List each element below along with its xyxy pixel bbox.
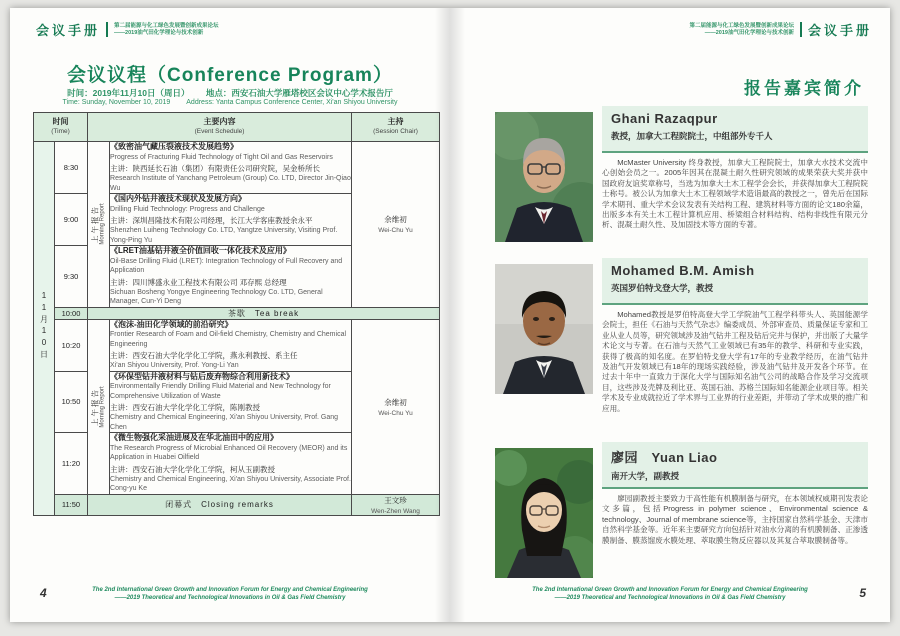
chair-name-cn: 余维初 [384, 215, 407, 225]
chair-name-en: Wei-Chu Yu [378, 227, 413, 235]
table-row [34, 319, 440, 371]
table-header-row [34, 113, 440, 142]
page-number-right: 5 [859, 586, 866, 600]
talk-cell [110, 142, 352, 194]
left-page-footer: The 2nd International Green Growth and Innovation Forum for Energy and Chemical Engineering ——2019 Theoretical and Technological Innovations in Oil & Gas Field Chemistry [92, 587, 368, 601]
forum-name-line1: 第二届能源与化工绿色发展暨创新成果论坛 [114, 22, 219, 29]
booklet-spread [10, 8, 890, 622]
left-page-header [36, 20, 219, 39]
bio-header-band [602, 106, 868, 153]
talk-speaker-cn: 主讲：西安石油大学化学化工学院，陈刚教授 [110, 403, 261, 412]
booklet-title: 会议手册 [36, 23, 101, 38]
talk-title-en: Frontier Research of Foam and Oil-field Chemistry, Chemistry and Chemical Engineering [110, 331, 347, 348]
talk-speaker-en: Shenzhen Luiheng Technology Co. LTD, Yangtze University, Visiting Prof. Yong-Ping Yu [110, 227, 338, 244]
time-cell: 10:20 [55, 319, 88, 371]
talk-title-en: Environmentally Friendly Drilling Fluid Material and New Technology for Comprehensive Utilization of Waste [110, 383, 331, 400]
col-header-time: 时间 (Time) [34, 113, 88, 142]
speaker-name: Ghani Razaqpur [611, 111, 718, 126]
forum-name [689, 23, 794, 37]
time-cell: 9:00 [55, 194, 88, 246]
talk-speaker-en: Sichuan Bosheng Yongye Engineering Technology Co. LTD, General Manager, Cun-Yi Deng [110, 288, 323, 305]
forum-name-line2: ——2019油气田化学理论与技术创新 [114, 29, 204, 36]
talk-title-cn: 《微生物强化采油进展及在华北油田中的应用》 [110, 433, 279, 442]
table-row [34, 142, 440, 194]
col-header-content: 主要内容 (Event Schedule) [88, 113, 352, 142]
talk-title-cn: 《环保型钻井液材料与钻后废弃物综合利用新技术》 [110, 371, 295, 381]
session-label-morning-2: 上午报告 Morning Report [88, 319, 110, 494]
talk-speaker-en: Research Institute of Yanchang Petroleum (Group) Co. LTD, Director Jin-Qiao Wu [110, 175, 351, 192]
time-cell: 9:30 [55, 246, 88, 308]
forum-name-line1: 第二届能源与化工绿色发展暨创新成果论坛 [689, 22, 794, 29]
time-cell: 10:00 [55, 307, 88, 319]
page-conference-program [10, 8, 450, 622]
closing-row [34, 494, 440, 515]
bio-header-band [602, 442, 868, 489]
speaker-bio-text: Mohamed教授是罗伯特高登大学工学院油气工程学科带头人、英国能源学会院士，担任《石油与天然气杂志》编委成员、外部审查员、质量保证专家和工业从业人员等，研究领域涉及油气钻井工程及钻后完井与保护，并出版了大量学术论文与专著。在石油与天然气工业领域已有35年的教学、科研和专业实践，获得了极高的知名度。在罗伯特戈登大学有17年的专业教学经历，在油气钻井及油气开发领域已有18年的现场实践经验，涉及油气钻井及开发各个环节。在过去十年中一直致力于深化大学与国际知名油气公司的战略合作及学习交流项目，这些涉及壳牌及利比亚、英国石油、苏格兰国际知名能源企业项目等。相关学术及专业成就拉近了学术界与工业界的行业差距，并带动了学术成果的推广和应用。 [602, 310, 868, 413]
program-address-cn: 地点：西安石油大学雁塔校区会议中心学术报告厅 [205, 88, 393, 98]
talk-cell [110, 371, 352, 433]
time-cell: 10:50 [55, 371, 88, 433]
talk-speaker-cn: 主讲：深圳昌隆技术有限公司经理，长江大学客座教授余永平 [110, 216, 313, 225]
speaker-name: 廖园 Yuan Liao [611, 450, 718, 465]
date-strip [34, 142, 55, 516]
chair-name-en: Wei-Chu Yu [378, 409, 413, 417]
talk-cell [110, 319, 352, 371]
talk-title-en: Drilling Fluid Technology: Progress and Challenge [110, 205, 265, 213]
forum-name [114, 23, 219, 37]
program-datetime-cn [10, 87, 450, 99]
program-time-cn: 时间：2019年11月10日（周日） [67, 88, 190, 98]
session-label-morning-1: 上午报告 Morning Report [88, 142, 110, 308]
right-page-footer: The 2nd International Green Growth and Innovation Forum for Energy and Chemical Engineering ——2019 Theoretical and Technological Innovations in Oil & Gas Field Chemistry [532, 587, 808, 601]
closing-label: 闭幕式 Closing remarks [88, 494, 352, 515]
program-datetime-en [10, 99, 450, 106]
talk-title-cn: 《国内外钻井液技术现状及发展方向》 [110, 194, 247, 203]
talk-cell [110, 246, 352, 308]
program-time-en: Time: Sunday, November 10, 2019 [62, 99, 171, 106]
talk-title-en: Oil-Base Drilling Fluid (LRET): Integration Technology of Full Recovery and Application [110, 257, 343, 274]
tea-break-label: 茶歇 Tea break [88, 307, 440, 319]
bio-header-band [602, 258, 868, 305]
speaker-role: 英国罗伯特戈登大学，教授 [611, 283, 714, 293]
col-header-chair: 主持 (Session Chair) [352, 113, 440, 142]
talk-speaker-cn: 主讲：陕西延长石油（集团）有限责任公司研究院，吴金桥所长 [110, 164, 321, 173]
header-divider [800, 22, 802, 37]
talk-cell [110, 433, 352, 495]
speaker-name: Mohamed B.M. Amish [611, 263, 755, 278]
chair-name-en: Wen-Zhen Wang [371, 507, 420, 515]
program-address-en: Address: Yanta Campus Conference Center, Xi'an Shiyou University [186, 99, 398, 106]
talk-speaker-en: Chemistry and Chemical Engineering, Xi'an Shiyou University, Associate Prof. Cong-yu Ke [110, 475, 351, 492]
page-speaker-bios [450, 8, 890, 622]
chair-name-cn: 余维初 [384, 397, 407, 407]
talk-cell [110, 194, 352, 246]
speaker-photo-yuan-liao [495, 448, 593, 578]
program-title: 会议议程（Conference Program） [67, 65, 393, 86]
booklet-title: 会议手册 [807, 23, 872, 38]
guests-title: 报告嘉宾简介 [744, 79, 864, 98]
speaker-role: 南开大学，副教授 [611, 471, 680, 481]
page-number-left: 4 [40, 586, 47, 600]
chair-cell [352, 142, 440, 308]
speaker-photo-mohamed-amish [495, 264, 593, 394]
talk-title-cn: 《LRET油基钻井液全价值回收一体化技术及应用》 [110, 246, 291, 255]
talk-speaker-cn: 主讲：西安石油大学化学化工学院，燕永利教授、系主任 [110, 351, 298, 360]
time-cell: 8:30 [55, 142, 88, 194]
talk-speaker-cn: 主讲：西安石油大学化学化工学院，柯从玉副教授 [110, 464, 276, 474]
right-page-header [689, 20, 872, 39]
speaker-photo-ghani-razaqpur [495, 112, 593, 242]
program-table [33, 112, 440, 516]
talk-title-cn: 《致密油气藏压裂液技术发展趋势》 [110, 142, 239, 151]
date-label: 11月10日 [39, 290, 49, 361]
talk-speaker-en: Chemistry and Chemical Engineering, Xi'an Shiyou University, Prof. Gang Chen [110, 414, 339, 431]
time-cell: 11:20 [55, 433, 88, 495]
talk-title-cn: 《泡沫-油田化学领域的前沿研究》 [110, 319, 233, 329]
talk-title-en: The Research Progress of Microbial Enhanced Oil Recovery (MEOR) and its Application in Huabei Oilfield [110, 444, 348, 461]
tea-break-row [34, 307, 440, 319]
header-divider [106, 22, 108, 37]
talk-speaker-en: Xi'an Shiyou University, Prof. Yong-Li Yan [110, 362, 239, 369]
talk-title-en: Progress of Fracturing Fluid Technology of Tight Oil and Gas Reservoirs [110, 153, 333, 161]
chair-cell [352, 319, 440, 494]
speaker-bio-text: McMaster University 终身教授，加拿大工程院院士，加拿大水技术交流中心创始会员之一。2005年因其在混凝土耐久性研究领域的成果荣获大奖并获中国政府友谊奖章称号，当选为加拿大土木工程学会会长，并获得加拿大工程院院士称号。被公认为加拿大土木工程领域学术造诣最高的教授之一，曾先后在国际学术期刊、重大学术会议发表有关结构工程、建筑材料等方面的论文180余篇，出版多本有关土木工程计算机应用、桥梁组合材料结构、结构非线性有限元分析、混凝土耐久性、及加固技术等方面的专著。 [602, 158, 868, 230]
speaker-role: 教授，加拿大工程院院士，中组部外专千人 [611, 131, 773, 141]
time-cell: 11:50 [55, 494, 88, 515]
speaker-bio-text: 廖园副教授主要致力于高性能有机膜制备与研究，在本领域权威期刊发表论文多篇，包括Progress in polymer science、Environmental science & technology、Journal of membrane science等，主持国家自然科学基金、天津市自然科学基金等。近年来主要研究方向包括针对油水分离的有机膜制备、正渗透膜制备、膜蒸馏废水膜处理、萃取膜生物反应器以及其复合萃取膜制备等。 [602, 494, 868, 545]
chair-cell [352, 494, 440, 515]
talk-speaker-cn: 主讲：四川博盛永业工程技术有限公司 邓存熙 总经理 [110, 277, 287, 287]
chair-name-cn: 王文珍 [384, 495, 407, 505]
forum-name-line2: ——2019油气田化学理论与技术创新 [704, 29, 794, 36]
